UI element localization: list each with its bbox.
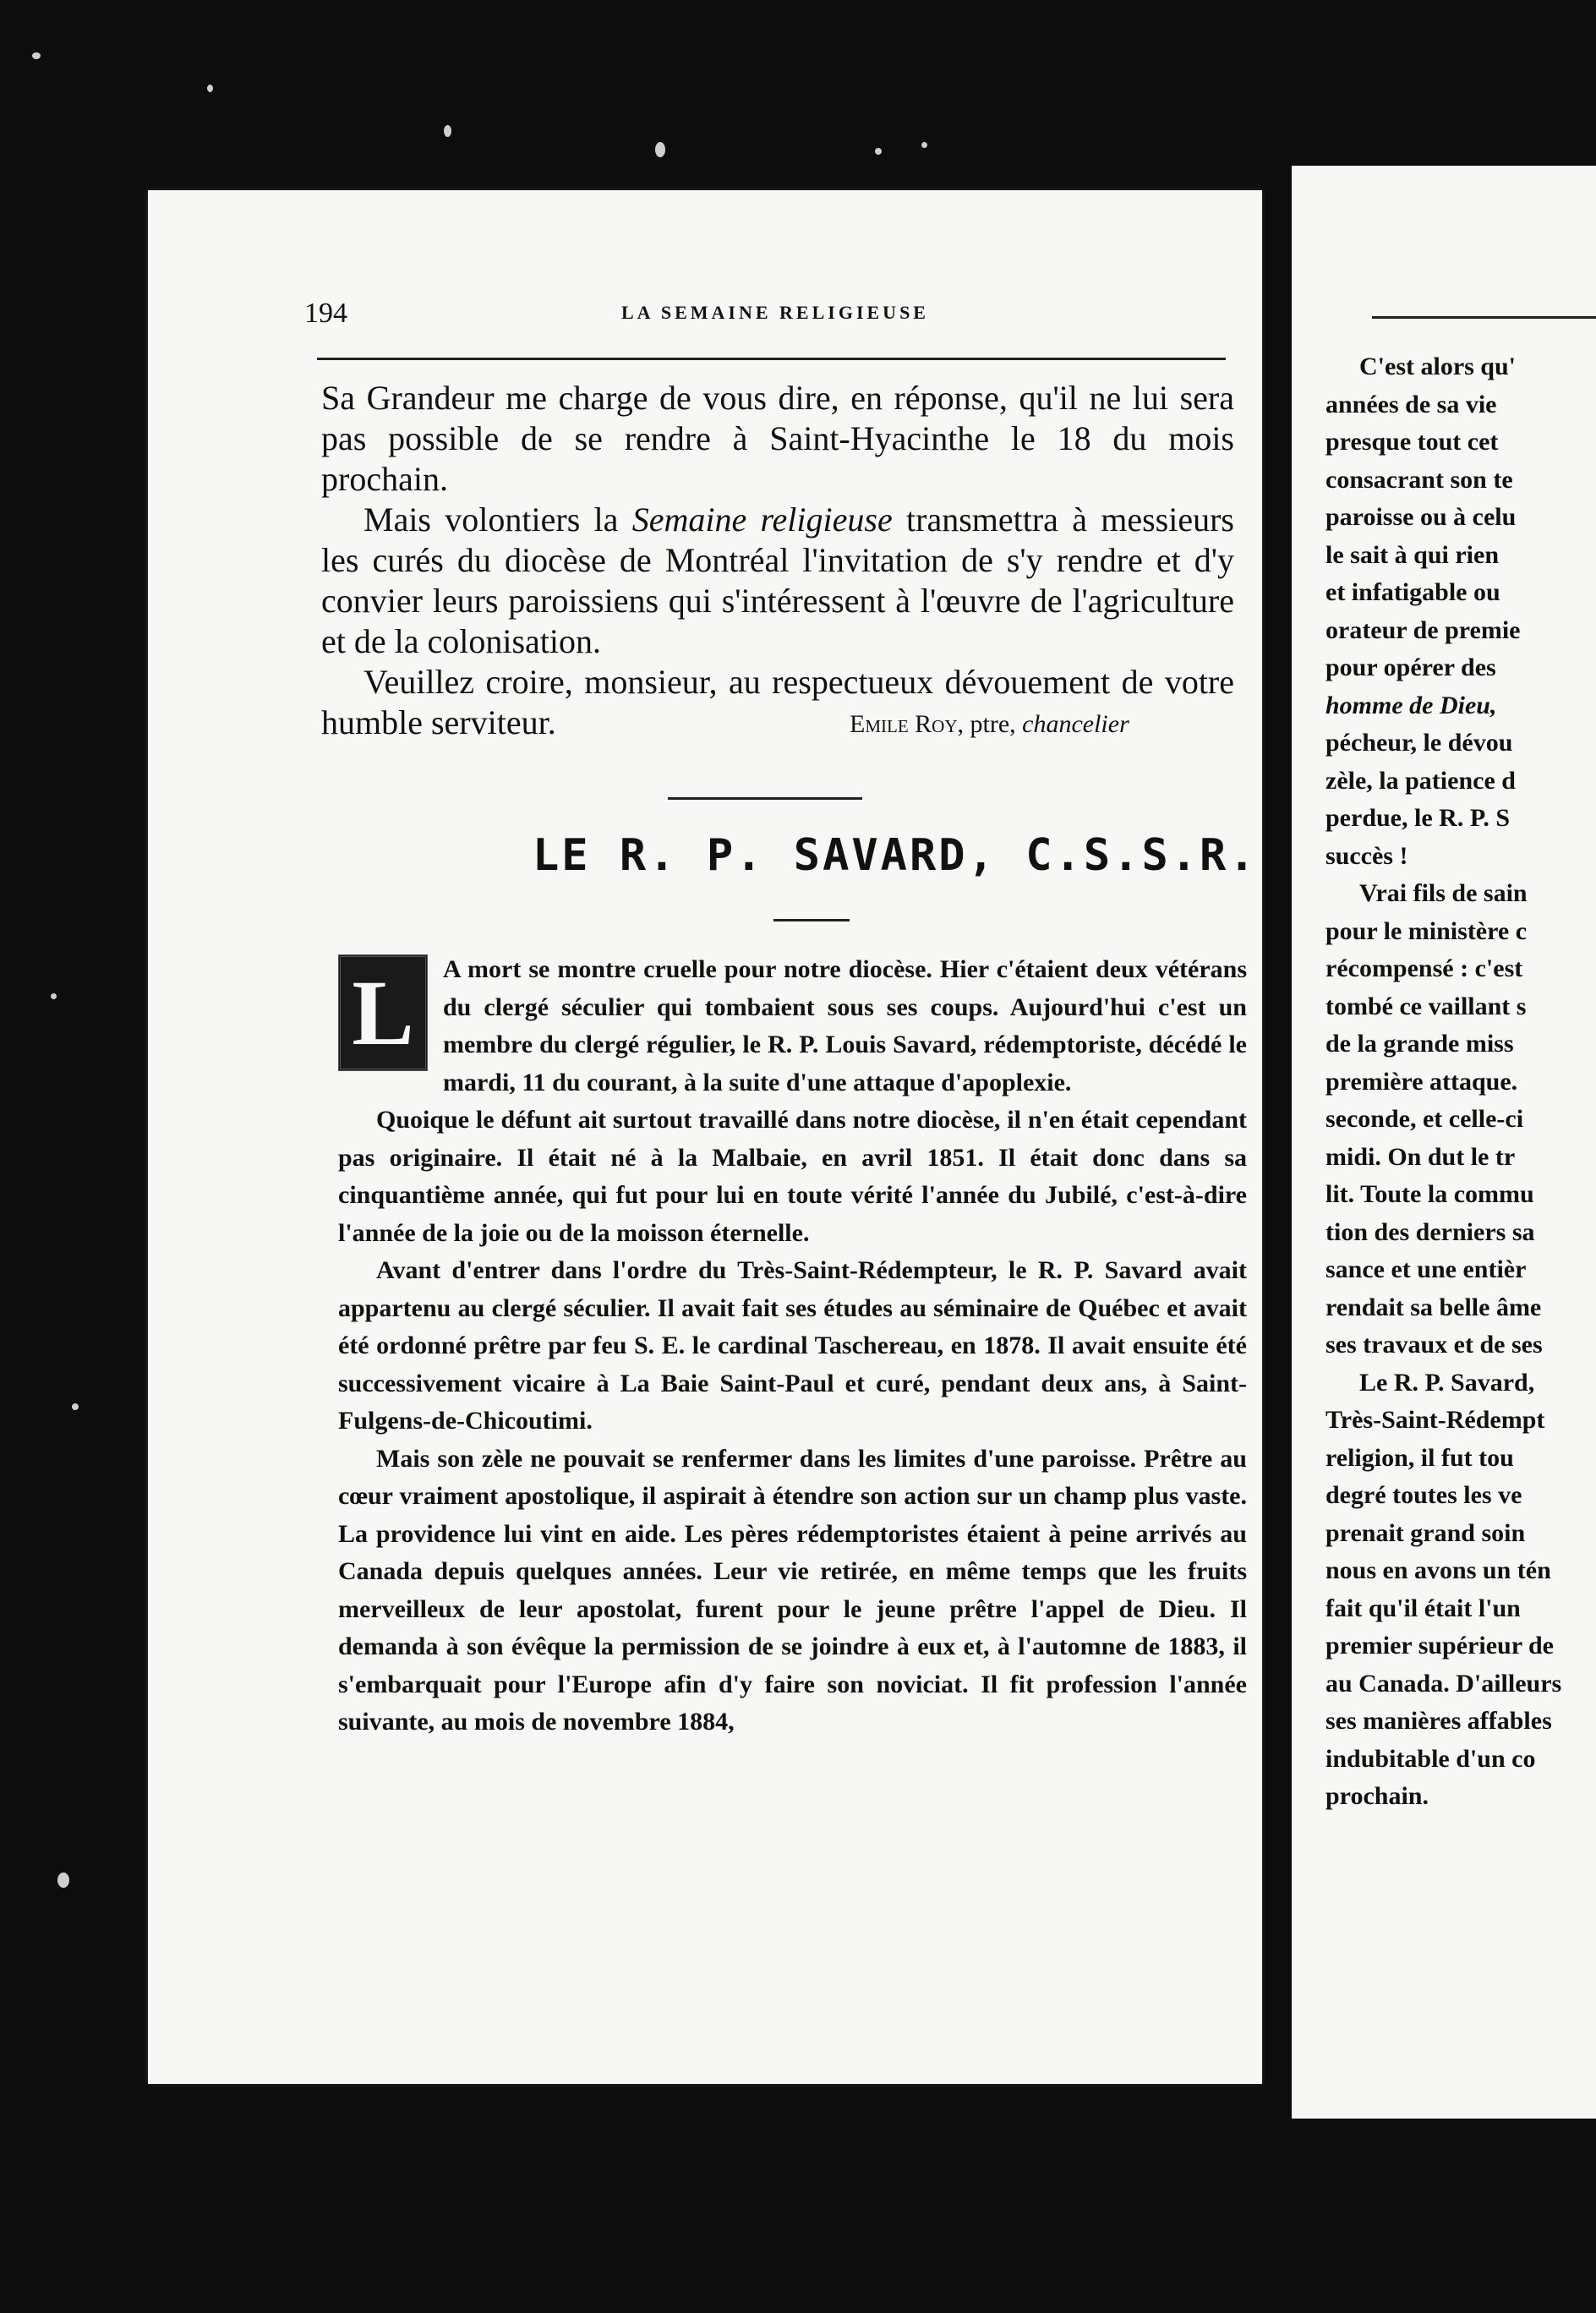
right-page-line: presque tout cet xyxy=(1325,428,1499,456)
scan-speck xyxy=(72,1403,79,1410)
right-page-line: religion, il fut tou xyxy=(1325,1443,1514,1472)
right-page-line: sance et une entièr xyxy=(1325,1255,1527,1283)
right-page-line: homme de Dieu, xyxy=(1325,691,1497,719)
article-paragraph: Quoique le défunt ait surtout travaillé dans notre diocèse, il n'en était cependant pas originaire. Il était né à la Malbaie, en avril 1851. Il était donc dans sa cinquantième année, qui fut pour lui en toute vérité l'année du Jubilé, c'est-à-dire l'année de la joie ou de la moisson éternelle. xyxy=(338,1106,1247,1247)
right-page-line: C'est alors qu' xyxy=(1359,353,1517,380)
right-page-line: années de sa vie xyxy=(1325,390,1497,418)
scan-speck xyxy=(207,85,213,92)
scan-speck xyxy=(32,52,41,59)
article-body xyxy=(338,951,1247,1742)
article-paragraph-text: A mort se montre cruelle pour notre diocèse. Hier c'étaient deux vétérans du clergé séculier qui tombaient sous ses coups. Aujourd'hui c'est un membre du clergé régulier, le R. P. Louis Savard, rédemptoriste, décédé le mardi, 11 du courant, à la suite d'une attaque d'apoplexie. xyxy=(443,955,1247,1096)
right-page-line: et infatigable ou xyxy=(1325,578,1500,606)
scan-speck xyxy=(875,148,882,155)
right-page-line: prenait grand soin xyxy=(1325,1518,1526,1547)
right-page-line: pour le ministère c xyxy=(1325,916,1528,945)
right-page-line: ses manières affables xyxy=(1325,1707,1552,1735)
letter-text xyxy=(321,378,1234,743)
right-page-line: au Canada. D'ailleurs xyxy=(1325,1669,1562,1698)
right-page-line: degré toutes les ve xyxy=(1325,1481,1522,1509)
right-page-line: premier supérieur de xyxy=(1325,1632,1554,1660)
scan-speck xyxy=(444,125,451,137)
signature xyxy=(850,710,1129,739)
right-page-line: Le R. P. Savard, xyxy=(1359,1368,1535,1397)
scan-speck xyxy=(655,142,665,157)
right-page-line: ses travaux et de ses xyxy=(1325,1331,1543,1359)
scan-speck xyxy=(57,1873,69,1888)
right-page xyxy=(1292,166,1596,2119)
right-page-line: seconde, et celle-ci xyxy=(1325,1105,1524,1133)
signature-role: chancelier xyxy=(1022,710,1129,738)
right-page-line: orateur de premie xyxy=(1325,615,1521,644)
right-page-line: pour opérer des xyxy=(1325,653,1496,681)
left-page xyxy=(148,190,1262,2084)
running-head: LA SEMAINE RELIGIEUSE xyxy=(621,302,929,323)
right-page-line: lit. Toute la commu xyxy=(1325,1180,1534,1208)
right-page-line: Très-Saint-Rédempt xyxy=(1325,1406,1545,1434)
letter-paragraph: Mais volontiers la Semaine religieuse transmettra à messieurs les curés du diocèse de Montréal l'invitation de s'y rendre et d'y convier leurs paroissiens qui s'intéressent à l'œuvre de l'agriculture et de la colonisation. xyxy=(321,500,1234,660)
scan-speck xyxy=(921,142,927,148)
right-page-line: prochain. xyxy=(1325,1782,1429,1810)
scan-speck xyxy=(51,993,57,999)
right-page-line: perdue, le R. P. S xyxy=(1325,804,1511,832)
right-page-line: nous en avons un tén xyxy=(1325,1556,1551,1584)
right-page-line: récompensé : c'est xyxy=(1325,954,1523,982)
title-rule xyxy=(773,919,850,921)
signature-title: , ptre, xyxy=(957,710,1023,738)
signature-name: Emile Roy xyxy=(850,710,958,738)
right-page-line: midi. On dut le tr xyxy=(1325,1142,1516,1171)
right-page-line: pécheur, le dévou xyxy=(1325,729,1513,757)
article-paragraph xyxy=(338,951,1247,1102)
right-page-line: fait qu'il était l'un xyxy=(1325,1594,1521,1622)
header-rule xyxy=(1372,316,1596,319)
right-page-line: succès ! xyxy=(1325,841,1408,870)
right-page-line: consacrant son te xyxy=(1325,465,1513,494)
right-page-line: de la grande miss xyxy=(1325,1030,1514,1058)
article-paragraph: Avant d'entrer dans l'ordre du Très-Saint-Rédempteur, le R. P. Savard avait appartenu au clergé séculier. Il avait fait ses études au séminaire de Québec et avait été ordonné prêtre par feu S. E. le cardinal Taschereau, en 1878. Il avait ensuite été successivement vicaire à La Baie Saint-Paul et curé, pendant deux ans, à Saint-Fulgens-de-Chicoutimi. xyxy=(338,1256,1247,1435)
article-title: LE R. P. SAVARD, C.S.S.R. xyxy=(533,830,1258,881)
section-divider xyxy=(668,797,862,800)
page-number: 194 xyxy=(304,298,347,329)
right-page-line: tombé ce vaillant s xyxy=(1325,992,1527,1020)
right-page-line: paroisse ou à celu xyxy=(1325,503,1517,531)
letter-paragraph: Sa Grandeur me charge de vous dire, en réponse, qu'il ne lui sera pas possible de se rendre à Saint-Hyacinthe le 18 du mois prochain. xyxy=(321,379,1234,498)
letter-paragraph: Veuillez croire, monsieur, au respectueux dévouement de votre humble serviteur. xyxy=(321,663,1234,741)
right-page-line: première attaque. xyxy=(1325,1067,1518,1096)
drop-cap-ornament: L xyxy=(338,954,428,1071)
right-page-line: tion des derniers sa xyxy=(1325,1217,1535,1246)
header-rule xyxy=(317,358,1226,360)
article-paragraph: Mais son zèle ne pouvait se renfermer dans les limites d'une paroisse. Prêtre au cœur vraiment apostolique, il aspirait à étendre son action sur un champ plus vaste. La providence lui vint en aide. Les pères rédemptoristes étaient à peine arrivés au Canada depuis quelques années. Leur vie retirée, en même temps que les fruits merveilleux de leur apostolat, furent pour le jeune prêtre l'appel de Dieu. Il demanda à son évêque la permission de se joindre à eux et, à l'automne de 1883, il s'embarquait pour l'Europe afin d'y faire son noviciat. Il fit profession l'année suivante, au mois de novembre 1884, xyxy=(338,1444,1247,1736)
right-page-line: Vrai fils de sain xyxy=(1359,879,1528,907)
right-page-text xyxy=(1325,348,1596,1816)
right-page-line: rendait sa belle âme xyxy=(1325,1293,1542,1321)
right-page-line: zèle, la patience d xyxy=(1325,766,1516,795)
right-page-line: indubitable d'un co xyxy=(1325,1744,1536,1773)
right-page-line: le sait à qui rien xyxy=(1325,540,1500,569)
